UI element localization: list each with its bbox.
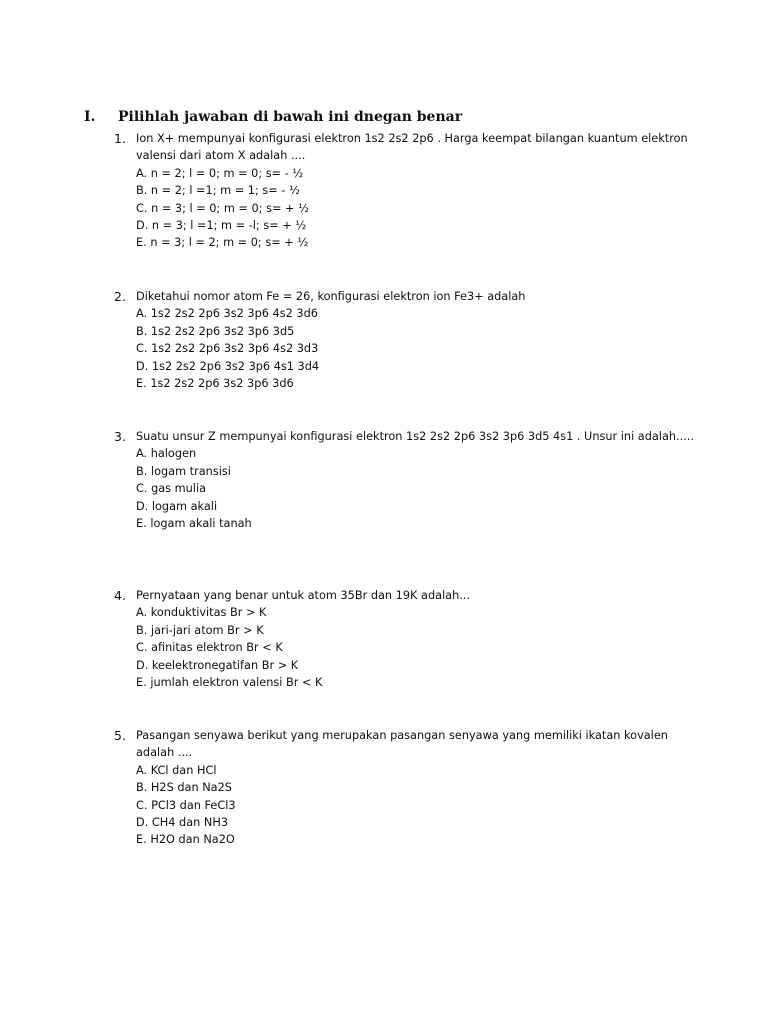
- option-a: A. n = 2; l = 0; m = 0; s= - ½: [136, 166, 304, 180]
- option-a: A. 1s2 2s2 2p6 3s2 3p6 4s2 3d6: [136, 307, 318, 321]
- option-d: D. CH4 dan NH3: [136, 816, 229, 830]
- option-d: D. logam akali: [136, 499, 218, 513]
- option-e: E. logam akali tanah: [136, 517, 252, 531]
- option-b: B. H2S dan Na2S: [136, 781, 232, 795]
- section-number: I.: [84, 109, 96, 125]
- option-a: A. KCl dan HCl: [136, 763, 217, 777]
- option-e: E. n = 3; l = 2; m = 0; s= + ½: [136, 236, 309, 250]
- question-text: Diketahui nomor atom Fe = 26, konfigurasi elektron ion Fe3+ adalah: [136, 290, 526, 303]
- option-c: C. n = 3; l = 0; m = 0; s= + ½: [136, 201, 310, 215]
- option-c: C. PCl3 dan FeCl3: [136, 798, 236, 812]
- option-b: B. 1s2 2s2 2p6 3s2 3p6 3d5: [136, 324, 295, 338]
- question-4: [114, 587, 694, 691]
- option-a: A. konduktivitas Br > K: [136, 606, 267, 620]
- option-e: E. H2O dan Na2O: [136, 833, 235, 847]
- option-e: E. 1s2 2s2 2p6 3s2 3p6 3d6: [136, 377, 294, 391]
- option-e: E. jumlah elektron valensi Br < K: [136, 676, 323, 690]
- question-1: [114, 130, 694, 252]
- question-number: 4.: [114, 588, 126, 603]
- question-number: 1.: [114, 131, 126, 146]
- question-5: [114, 727, 694, 849]
- section-title: Pilihlah jawaban di bawah ini dnegan benar: [118, 109, 463, 125]
- question-text: Ion X+ mempunyai konfigurasi elektron 1s2 2s2 2p6 . Harga keempat bilangan kuantum elektron valensi dari atom X adalah ....: [136, 132, 688, 163]
- question-number: 5.: [114, 728, 126, 743]
- question-number: 3.: [114, 429, 126, 444]
- option-c: C. 1s2 2s2 2p6 3s2 3p6 4s2 3d3: [136, 342, 319, 356]
- option-c: C. afinitas elektron Br < K: [136, 641, 283, 655]
- option-d: D. keelektronegatifan Br > K: [136, 658, 299, 672]
- question-3: [114, 428, 694, 532]
- option-b: B. n = 2; l =1; m = 1; s= - ½: [136, 184, 300, 198]
- option-c: C. gas mulia: [136, 482, 207, 496]
- option-a: A. halogen: [136, 447, 197, 461]
- option-d: D. 1s2 2s2 2p6 3s2 3p6 4s1 3d4: [136, 359, 320, 373]
- question-number: 2.: [114, 289, 126, 304]
- question-text: Suatu unsur Z mempunyai konfigurasi elektron 1s2 2s2 2p6 3s2 3p6 3d5 4s1 . Unsur ini adalah.....: [136, 430, 694, 443]
- option-b: B. jari-jari atom Br > K: [136, 623, 264, 637]
- section-heading: [84, 109, 462, 125]
- question-2: [114, 288, 694, 392]
- option-b: B. logam transisi: [136, 464, 231, 478]
- option-d: D. n = 3; l =1; m = -l; s= + ½: [136, 219, 307, 233]
- question-text: Pasangan senyawa berikut yang merupakan pasangan senyawa yang memiliki ikatan kovalen adalah ....: [136, 729, 668, 760]
- question-text: Pernyataan yang benar untuk atom 35Br dan 19K adalah...: [136, 589, 471, 602]
